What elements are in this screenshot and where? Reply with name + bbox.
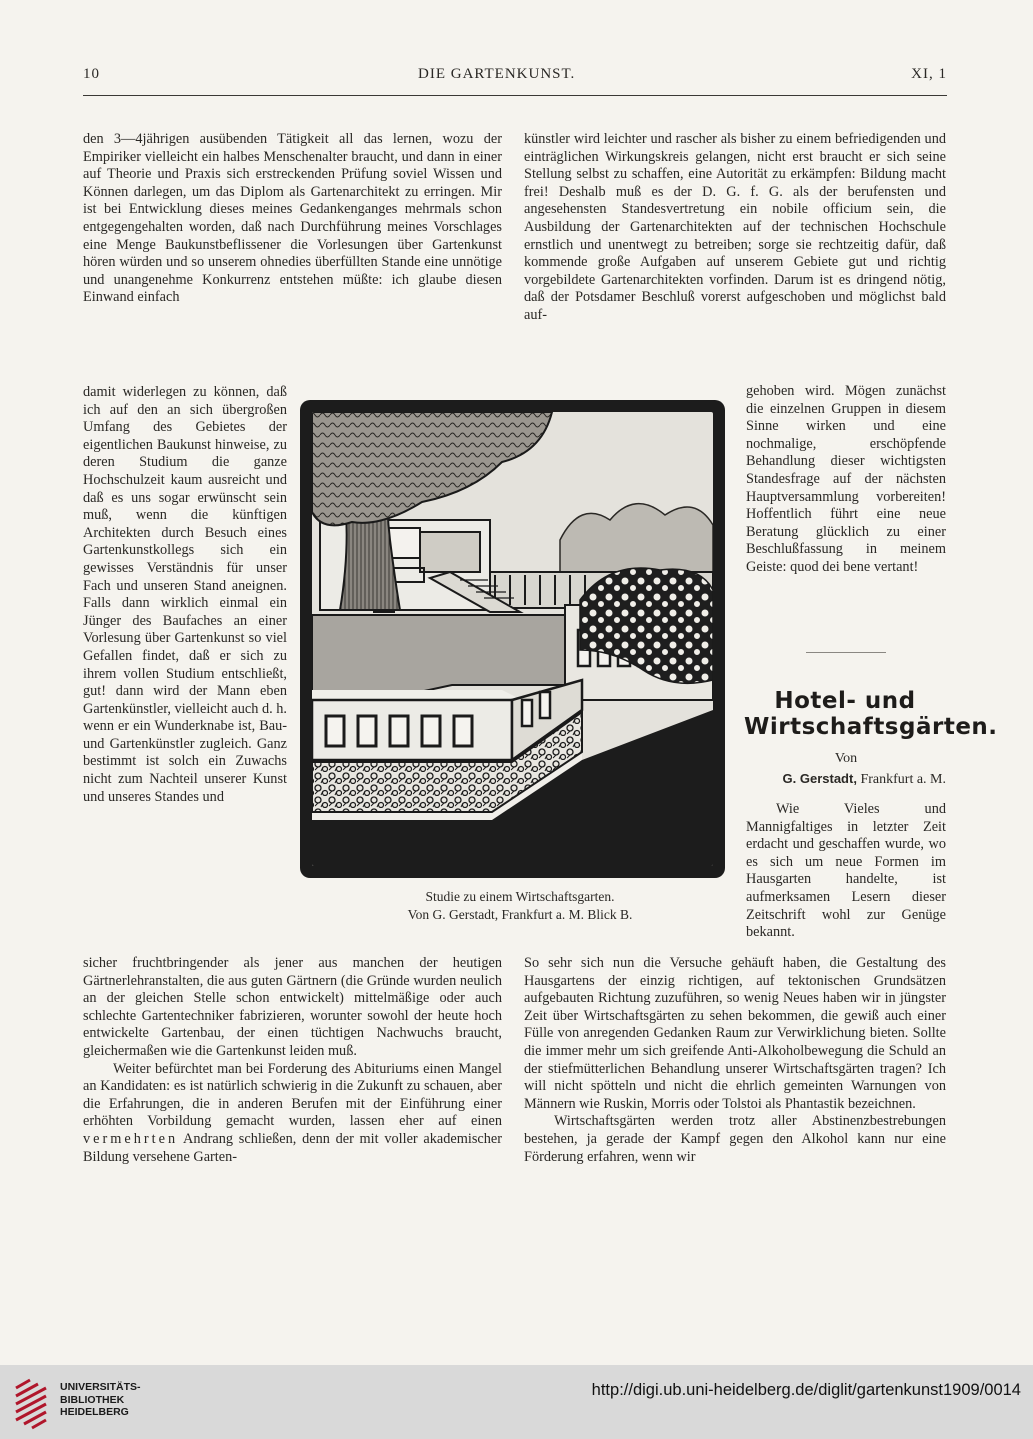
- byline-von: Von: [834, 751, 858, 766]
- article-intro: Wie Vieles und Mannigfaltiges in letzter Zeit erdacht und geschaffen wurde, wo es sich um neue Formen im Hausgarten handelte, ist aufmerksamen Lesern dieser Zeitschrift wohl zur Genüge bekannt.: [746, 801, 946, 941]
- footer-bar: [0, 1365, 1033, 1439]
- left-column-bottom: sicher fruchtbringender als jener aus manchen der heutigen Gärtnerlehranstalten, die aus guten Gärtnern (die Gründe wurden neulich an der gleichen Stelle schon entwickelt) mittelmäßige oder auch schlechte Gartentechniker fabrizieren, worunter sowohl der heute hoch entwickelte Gartenbau, der einen tüchtigen Nachwuchs braucht, gleichermaßen wie die Gartenkunst leiden muß. Weiter befürchtet man bei Forderung des Abituriums einen Mangel an Kandidaten: es ist natürlich schwierig in die Zukunft zu schauen, aber die Erfahrungen, die in anderen Berufen mit der Einführung einer erhöhten Vorbildung gemacht wurden, lassen eher auf einen vermehrten Andrang schließen, denn der mit voller akademischer Bildung versehene Garten-: [83, 955, 502, 1165]
- figure-caption: [300, 888, 740, 924]
- right-wrap-text: gehoben wird. Mögen zunächst die einzelnen Gruppen in diesem Sinne wirken und eine nochmalige, erschöpfende Behandlung dieser wichtigsten Standesfrage auf der nächsten Hauptversammlung vorbereiten! Hoffentlich führt eine neue Beratung glücklich zu einer Beschlußfassung in meinem Geiste: quod dei bene vertant!: [746, 383, 946, 575]
- source-url[interactable]: http://digi.ub.uni-heidelberg.de/diglit/gartenkunst1909/0014: [591, 1381, 1021, 1399]
- article-title-line2: Wirtschaftsgärten.: [744, 714, 998, 740]
- right-column-bottom: So sehr sich nun die Versuche gehäuft haben, die Gestaltung des Hausgartens der einzig richtigen, auf tektonischen Grundsätzen aufgebauten Richtung zuzuführen, so wenig Neues haben wir in jüngster Zeit über Wirtschaftsgärten zu sehen bekommen, die gewiß auch einer Fülle von anregenden Gedanken Raum zur Verwirklichung bieten. Sollte die immer mehr um sich greifende Anti-Alkoholbewegung die Schuld an der stiefmütterlichen Behandlung unserer Wirtschaftsgärten tragen? Ich will nicht spötteln und nicht die ehrlich gemeinten Warnungen von Männern wie Ruskin, Morris oder Tolstoi als Phantastik bezeichnen. Wirtschaftsgärten werden trotz aller Abstinenzbestrebungen bestehen, ja gerade der Kampf gegen den Alkohol kann nur eine Förderung erfahren, wenn wir: [524, 955, 946, 1165]
- caption-line2: Von G. Gerstadt, Frankfurt a. M. Blick B.: [407, 907, 633, 922]
- left-wrap-text: damit widerlegen zu können, daß ich auf den an sich übergroßen Umfang des Gebietes der eigentlichen Baukunst hinweise, zu deren Studium die ganze Hochschulzeit kaum ausreicht und daß es uns sogar erwünscht sein muß, wenn die künftigen Architekten durch Besuch eines Gartenkunstkollegs sich ein gewisses Verständnis für unser Fach und unseren Stand aneignen. Falls dann wirklich einmal ein Jünger des Baufaches an einer Vorlesung über Gartenkunst so viel Gefallen findet, daß er sich zu ihrem vollen Studium entschließt, gut! dann wird der Mann eben Gartenkünstler, vielleicht auch d. h. wenn er ein Wunderknabe ist, Bau- und Gartenkünstler zugleich. Ganz bestimmt ist solch ein Zuwachs nicht zum Nachteil unserer Kunst und unseres Standes und: [83, 384, 287, 805]
- author-place: Frankfurt a. M.: [860, 772, 946, 787]
- header-rule: [83, 95, 947, 96]
- library-name: UNIVERSITÄTS- BIBLIOTHEK HEIDELBERG: [60, 1381, 141, 1418]
- right-column-top: künstler wird leichter und rascher als bisher zu einem befriedigenden und einträglichen Wirkungskreis gelangen, nicht erst braucht er sich seine Stellung selbst zu schaffen, eine Autorität zu erkämpfen: Bildung macht frei! Deshalb muß es der D. G. f. G. als der berufensten und angesehensten Standesvertretung ein nobile officium sein, die Ausbildung der Gartenarchitekten auf der technischen Hochschule ernstlich und unentwegt zu betreiben; sorge sie rechtzeitig dafür, daß kommende große Aufgaben auf unserem Gebiete gut und richtig vorgebildete Gartenarchitekten vorfinden. Darum ist es dringend nötig, daß der Potsdamer Beschluß vorerst aufgeschoben und möglichst bald auf-: [524, 131, 946, 323]
- garden-illustration: [300, 400, 725, 878]
- author-name: G. Gerstadt,: [782, 771, 857, 786]
- article-title: [744, 688, 998, 740]
- article-title-line1: Hotel- und: [774, 688, 916, 714]
- library-logo-icon: [12, 1378, 52, 1430]
- section-divider: [806, 652, 886, 653]
- issue-number: XI, 1: [911, 66, 947, 82]
- left-column-top: den 3—4jährigen ausübenden Tätigkeit all das lernen, wozu der Empiriker vielleicht ein halbes Menschenalter braucht, und dann in einer auf Theorie und Praxis sich erstreckenden Prüfung soviel Wissen und Können darlegen, um das Diplom als Gartenarchitekt zu erringen. Mir ist bei Entwicklung dieses meines Gedankenganges mehrmals schon entgegengehalten worden, daß nach Durchführung meines Vorschlages eine Menge Baukunstbeflissener die Vorlesungen über Gartenkunst hören würden und so unserem ohnedies überfüllten Stande eine unnötige und unangenehme Konkurrenz entstehen müßte: ich glaube diesen Einwand einfach: [83, 131, 502, 306]
- caption-line1: Studie zu einem Wirtschaftsgarten.: [425, 889, 615, 904]
- journal-title: DIE GARTENKUNST.: [418, 66, 576, 82]
- page-number: 10: [83, 66, 100, 82]
- byline-author: [746, 771, 946, 788]
